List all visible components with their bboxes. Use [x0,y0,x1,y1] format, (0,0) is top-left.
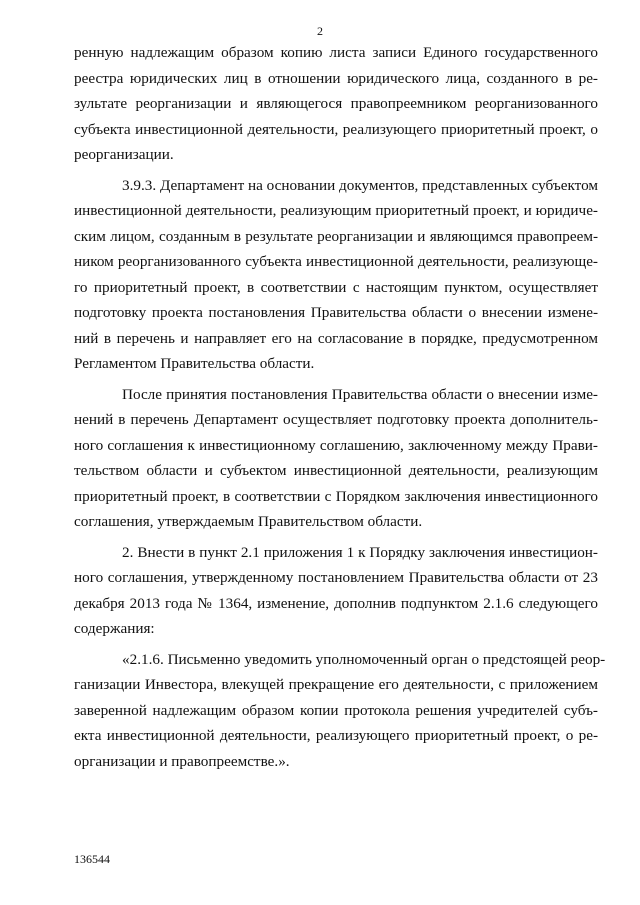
text-line: ренную надлежащим образом копию листа записи Единого государственного [74,44,598,61]
text-line: ного соглашения, утвержденному постановлением Правительства области от 23 [74,569,598,586]
text-line: нений в перечень Департамент осуществляет подготовку проекта дополнитель- [74,411,598,428]
text-line: 2. Внести в пункт 2.1 приложения 1 к Порядку заключения инвестицион- [122,543,598,561]
text-line: екта инвестиционной деятельности, реализующего приоритетный проект, о ре- [74,727,598,744]
text-line: приоритетный проект, в соответствии с Порядком заключения инвестиционного [74,487,598,505]
text-line: реорганизации. [74,146,174,163]
text-line: содержания: [74,620,155,637]
document-code: 136544 [74,852,110,866]
paragraph-3-9-3 [74,173,598,377]
text-line: ного соглашения к инвестиционному соглашению, заключенному между Прави- [74,436,598,454]
text-line: После принятия постановления Правительства области о внесении изме- [122,385,598,403]
text-line: ским лицом, созданным в результате реорганизации и являющимся правопреем- [74,227,598,245]
text-line: субъекта инвестиционной деятельности, реализующего приоритетный проект, о [74,120,598,138]
text-line: Регламентом Правительства области. [74,355,315,372]
paragraph-continuation [74,40,598,168]
page-number: 2 [317,24,323,38]
text-line: ний в перечень и направляет его на согласование в порядке, предусмотренном [74,329,598,347]
text-line: ганизации Инвестора, влекущей прекращение его деятельности, с приложением [74,676,598,693]
paragraph-after-adoption [74,382,598,535]
text-line: инвестиционной деятельности, реализующим приоритетный проект, и юридиче- [74,202,598,219]
text-line: заверенной надлежащим образом копии протокола решения учредителей субъ- [74,701,598,719]
text-line: 3.9.3. Департамент на основании документов, представленных субъектом [122,176,598,194]
document-body [74,40,606,774]
paragraph-2-amendment [74,540,598,642]
text-line: ником реорганизованного субъекта инвестиционной деятельности, реализующе- [74,253,598,270]
text-line: зультате реорганизации и являющегося правопреемником реорганизованного [74,95,598,112]
text-line: реестра юридических лиц в отношении юридического лица, созданного в ре- [74,69,598,87]
text-line: го приоритетный проект, в соответствии с настоящим пунктом, осуществляет [74,278,598,296]
text-line: организации и правопреемстве.». [74,752,290,770]
text-line: «2.1.6. Письменно уведомить уполномоченный орган о предстоящей реор- [122,650,606,668]
paragraph-2-1-6-quote [74,647,606,775]
text-line: тельством области и субъектом инвестиционной деятельности, реализующим [74,462,598,479]
text-line: подготовку проекта постановления Правительства области о внесении измене- [74,304,598,321]
text-line: соглашения, утверждаемым Правительством области. [74,513,423,530]
text-line: декабря 2013 года № 1364, изменение, дополнив подпунктом 2.1.6 следующего [74,594,598,612]
